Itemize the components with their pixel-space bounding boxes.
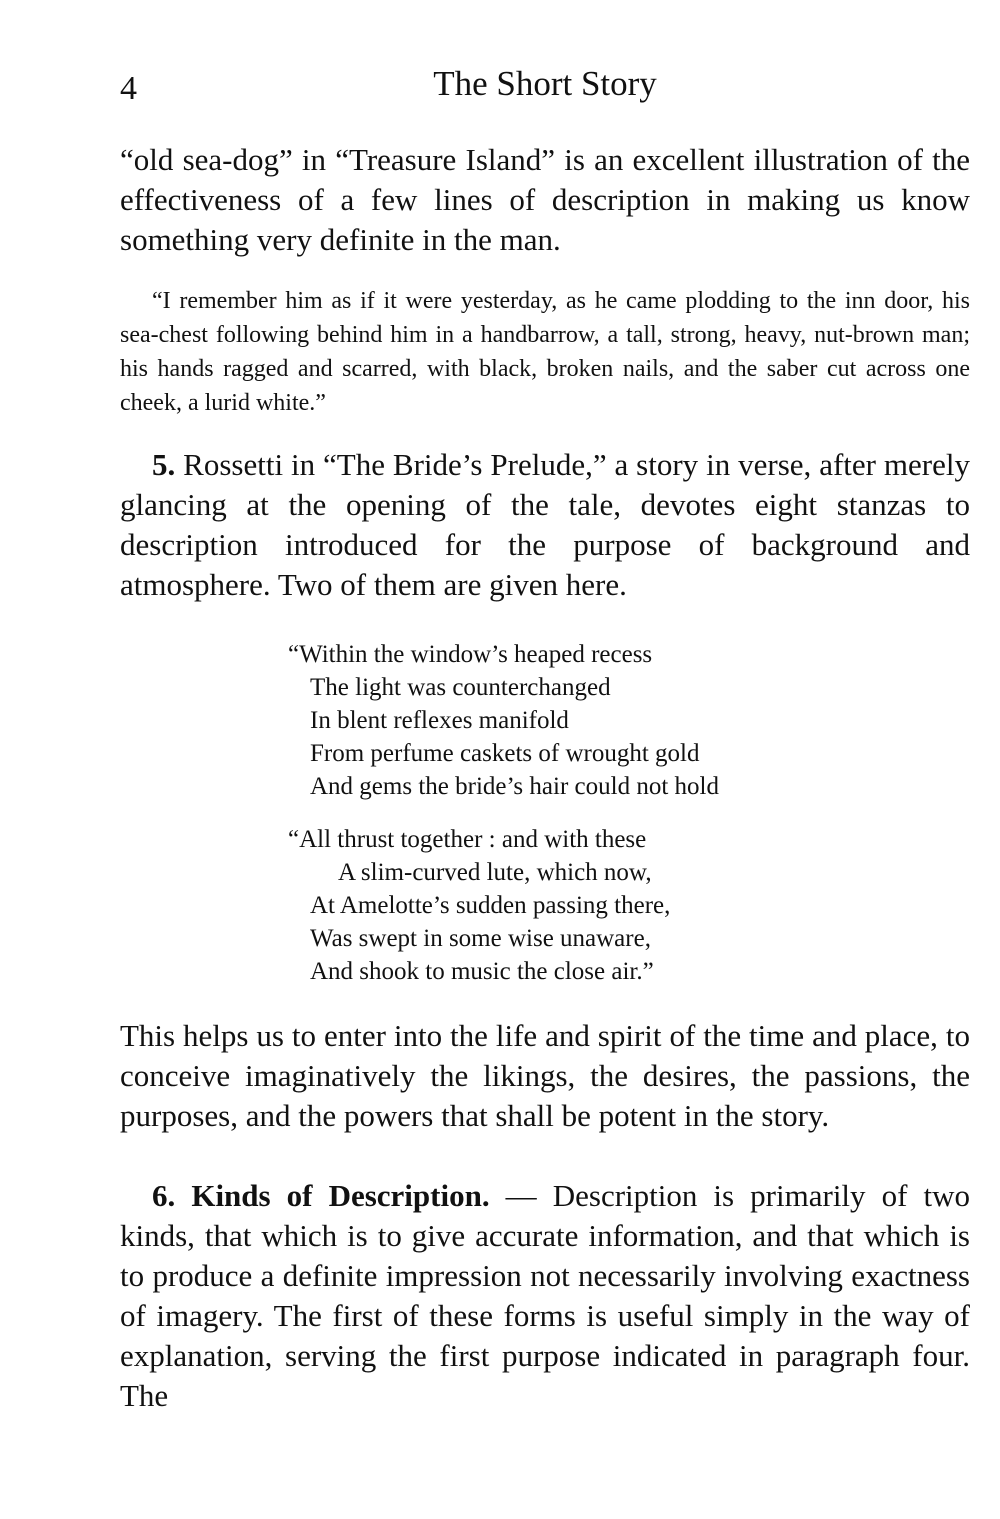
verse-line: “All thrust together : and with these: [288, 826, 647, 853]
treasure-island-quote: “I remember him as if it were yesterday, as he came plodding to the inn door, his sea-chest following behind him in a handbarrow, a tall, strong, heavy, nut-brown man; his hands ragged and scarred, with black, broken nails, and the saber cut across one cheek, a lurid white.”: [120, 288, 970, 416]
verse-line: And gems the bride’s hair could not hold: [310, 773, 719, 800]
verse-line: In blent reflexes manifold: [310, 707, 569, 734]
verse-line: The light was counterchanged: [310, 674, 611, 701]
verse-line: From perfume caskets of wrought gold: [310, 740, 700, 767]
page-header: [120, 64, 970, 114]
section-6-heading: Kinds of Description.: [191, 1178, 490, 1213]
verse-line: “Within the window’s heaped recess: [288, 641, 653, 668]
after-verse-paragraph: This helps us to enter into the life and spirit of the time and place, to conceive imaginatively the likings, the desires, the passions, the purposes, and the powers that shall be potent in the story.: [120, 1018, 970, 1133]
section-5-text: Rossetti in “The Bride’s Prelude,” a story in verse, after merely glancing at the opening of the tale, devotes eight stanzas to description introduced for the purpose of background and atmosphere. Two of them are given here.: [120, 447, 970, 602]
section-6-paragraph: [120, 1176, 970, 1416]
verse-line: Was swept in some wise unaware,: [310, 925, 651, 952]
section-6-dash: —: [489, 1178, 553, 1213]
page-number: 4: [120, 70, 137, 107]
section-6-text: Description is primarily of two kinds, that which is to give accurate information, and that which is to produce a definite impression not necessarily involving exactness of imagery. The first of these forms is useful simply in the way of explanation, serving the first purpose indicated in paragraph four. The: [120, 1178, 971, 1413]
stanza-1: [288, 638, 719, 803]
verse-line: A slim-curved lute, which now,: [338, 859, 652, 886]
intro-paragraph: “old sea-dog” in “Treasure Island” is an excellent illustration of the effectiveness of a few lines of description in making us know something very definite in the man.: [120, 142, 970, 257]
section-5-number: 5.: [152, 447, 176, 482]
section-6-number: 6.: [152, 1178, 176, 1213]
running-title: The Short Story: [433, 64, 657, 103]
verse-line: And shook to music the close air.”: [310, 958, 654, 985]
stanza-2: [288, 823, 670, 988]
verse-line: At Amelotte’s sudden passing there,: [310, 892, 671, 919]
section-5-paragraph: [120, 445, 970, 605]
